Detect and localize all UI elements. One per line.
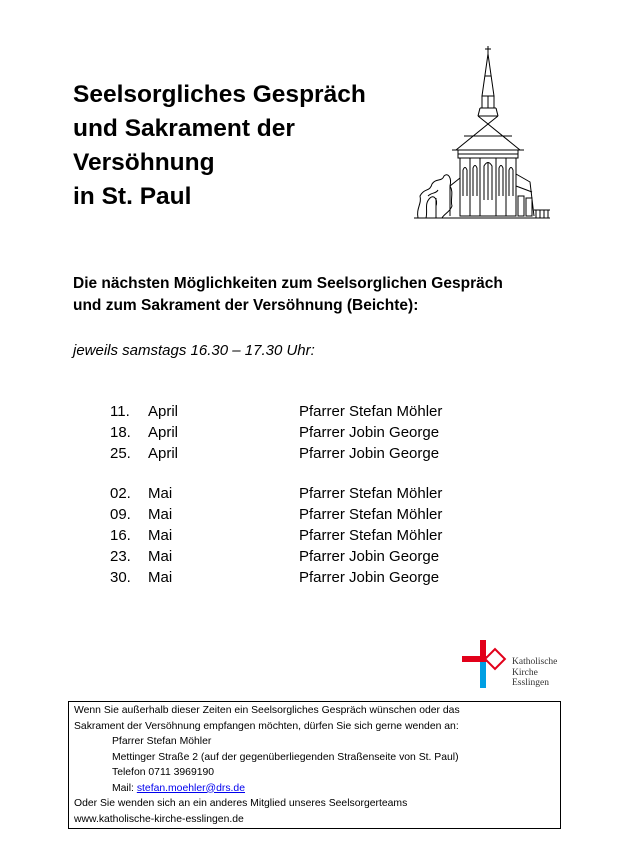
email-link[interactable]: stefan.moehler@drs.de: [136, 782, 245, 794]
schedule-month: Mai: [148, 526, 173, 544]
logo-text-line: Katholische: [512, 657, 558, 667]
contact-address: Mettinger Straße 2 (auf der gegenüberliegenden Straßenseite von St. Paul): [112, 751, 459, 763]
info-text: Sakrament der Versöhnung empfangen möchten, dürfen Sie sich gerne wenden an:: [74, 720, 459, 732]
time-note: jeweils samstags 16.30 – 17.30 Uhr:: [73, 342, 315, 359]
title-line: in St. Paul: [73, 183, 192, 210]
mail-label: Mail:: [112, 782, 137, 794]
schedule-priest: Pfarrer Stefan Möhler: [299, 506, 443, 524]
title-line: Versöhnung: [73, 149, 215, 176]
schedule-day: 23.: [110, 547, 131, 565]
schedule-priest: Pfarrer Stefan Möhler: [299, 485, 443, 503]
schedule-list: [110, 402, 510, 588]
schedule-priest: Pfarrer Jobin George: [299, 568, 440, 586]
contact-mail: [74, 781, 556, 797]
schedule-priest: Pfarrer Stefan Möhler: [299, 403, 443, 420]
cross-logo-icon: [462, 640, 508, 688]
schedule-month: Mai: [148, 547, 173, 565]
section-heading: [73, 273, 503, 317]
schedule-month: Mai: [148, 485, 173, 503]
logo-text-line: Esslingen: [512, 678, 549, 688]
contact-phone: Telefon 0711 3969190: [112, 767, 215, 778]
page-title: [73, 78, 366, 214]
contact-name: Pfarrer Stefan Möhler: [112, 736, 212, 747]
title-line: Seelsorgliches Gespräch: [73, 81, 366, 108]
schedule-row: [110, 505, 510, 526]
info-text: Wenn Sie außerhalb dieser Zeiten ein Seelsorgliches Gespräch wünschen oder das: [74, 705, 460, 716]
schedule-day: 18.: [110, 423, 131, 441]
schedule-row: [110, 444, 510, 465]
schedule-priest: Pfarrer Jobin George: [299, 423, 440, 441]
schedule-spacer: [110, 464, 510, 484]
schedule-day: 25.: [110, 444, 131, 462]
logo-text-line: Kirche: [512, 667, 538, 678]
schedule-day: 16.: [110, 526, 131, 544]
schedule-row: [110, 568, 510, 589]
schedule-row: [110, 547, 510, 568]
schedule-month: Mai: [148, 506, 173, 524]
schedule-row: [110, 484, 510, 505]
schedule-day: 11.: [110, 403, 130, 420]
section-heading-line: und zum Sakrament der Versöhnung (Beichte):: [73, 297, 419, 314]
schedule-month: April: [148, 444, 179, 462]
schedule-day: 30.: [110, 568, 131, 586]
schedule-month: Mai: [148, 568, 173, 586]
section-heading-line: Die nächsten Möglichkeiten zum Seelsorglichen Gespräch: [73, 275, 503, 292]
schedule-day: 09.: [110, 506, 131, 524]
schedule-month: April: [148, 403, 179, 420]
schedule-row: [110, 423, 510, 444]
schedule-row: [110, 402, 510, 423]
info-closing: Oder Sie wenden sich an ein anderes Mitglied unseres Seelsorgerteams: [74, 798, 408, 809]
schedule-day: 02.: [110, 485, 131, 503]
schedule-priest: Pfarrer Stefan Möhler: [299, 526, 443, 544]
contact-info-box: [68, 701, 561, 829]
schedule-priest: Pfarrer Jobin George: [299, 444, 440, 462]
title-line: und Sakrament der: [73, 115, 295, 142]
schedule-month: April: [148, 423, 179, 441]
church-logo: [462, 640, 562, 690]
logo-text: [512, 657, 557, 689]
website-text: www.katholische-kirche-esslingen.de: [74, 813, 244, 825]
schedule-row: [110, 526, 510, 547]
schedule-priest: Pfarrer Jobin George: [299, 547, 440, 565]
church-illustration: [414, 46, 554, 222]
